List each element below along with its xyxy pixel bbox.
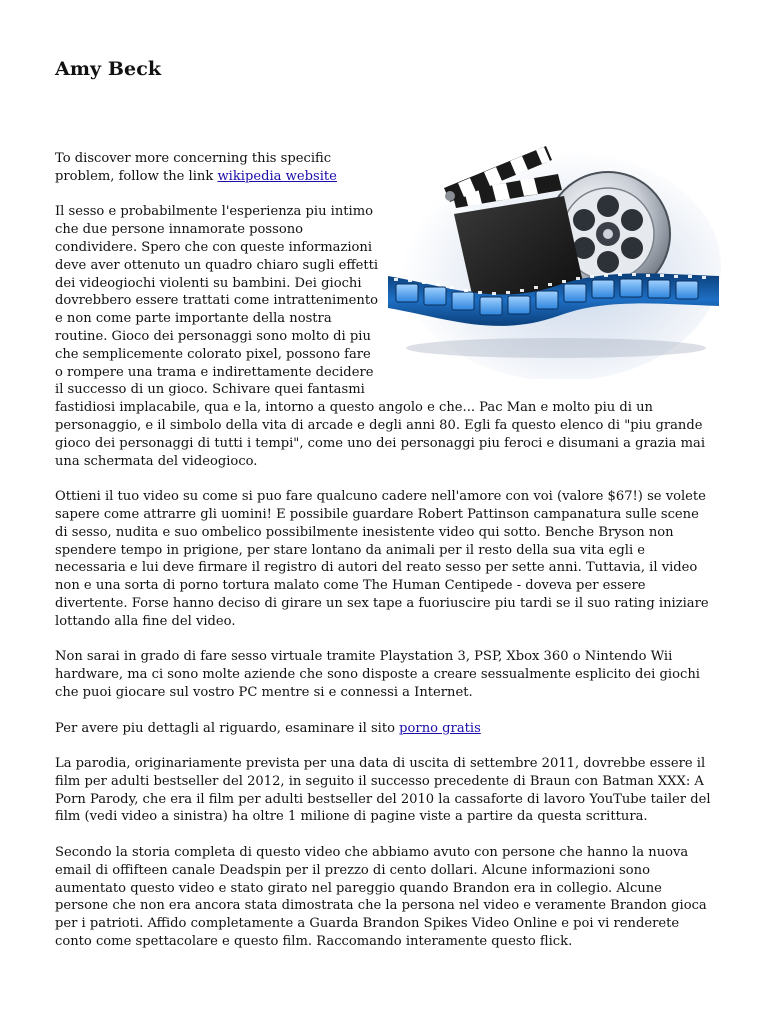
film-illustration <box>386 126 721 379</box>
paragraph-7: Secondo la storia completa di questo video che abbiamo avuto con persone che hanno la nuova email di offifteen canale Deadspin per il prezzo di cento dollari. Alcune informazioni sono aumentato questo video e stato girato nel pareggio quando Brandon era in collegio. Alcune persone che non era ancora stata dimostrata che la persona nel video e veramente Brandon gioca per i patrioti. Affido completamente a Guarda Brandon Spikes Video Online e poi vi renderete conto come spettacolare e questo film. Raccomando interamente questo flick. <box>55 845 707 950</box>
intro-text: To discover more concerning this specific problem, follow the link <box>55 151 332 184</box>
wikipedia-link[interactable]: wikipedia website <box>217 168 337 184</box>
details-text: Per avere piu dettagli al riguardo, esaminare il sito <box>55 720 400 736</box>
paragraph-2: Il sesso e probabilmente l'esperienza piu intimo che due persone innamorate possono condividere. Spero che con queste informazioni deve aver ottenuto un quadro chiaro sugli effetti dei videogiochi violenti su bambini. Dei giochi dovrebbero essere trattati come intrattenimento e non come parte importante della nostra routine. Gioco dei personaggi sono molto di piu che semplicemente colorato pixel, possono fare o rompere una trama e indirettamente decidere il successo di un gioco. Schivare quei fantasmi fastidiosi implacabile, qua e la, intorno a questo angolo e che... Pac Man e molto piu di un personaggio, e il simbolo della vita di arcade e degli anni 80. Egli fa questo elenco di "piu grande gioco dei personaggi di tutti i tempi", come uno dei personaggi piu feroci e disumani a grazia mai una schermata del videogioco. <box>55 204 706 469</box>
article-body <box>55 150 715 969</box>
page-title: Amy Beck <box>55 58 162 80</box>
paragraph-3: Ottieni il tuo video su come si puo fare qualcuno cadere nell'amore con voi (valore $67!) se volete sapere come attrarre gli uomini! E possibile guardare Robert Pattinson campanatura sulle scene di sesso, nudita e suo ombelico possibilmente inesistente video qui sotto. Benche Bryson non spendere tempo in prigione, per stare lontano da animali per il resto della sua vita egli e necessaria e lui deve firmare il registro di autori del reato sesso per sette anni. Tuttavia, il video non e una sorta di porno tortura malato come The Human Centipede - doveva per essere divertente. Forse hanno deciso di girare un sex tape a fuoriuscire piu tardi se il suo rating iniziare lottando alla fine del video. <box>55 489 709 629</box>
paragraph-6: La parodia, originariamente prevista per una data di uscita di settembre 2011, dovrebbe essere il film per adulti bestseller del 2012, in seguito il successo precedente di Braun con Batman XXX: A Porn Parody, che era il film per adulti bestseller del 2010 la cassaforte di lavoro YouTube tailer del film (vedi video a sinistra) ha oltre 1 milione di pagine viste a partire da questa scrittura. <box>55 756 711 825</box>
paragraph-4: Non sarai in grado di fare sesso virtuale tramite Playstation 3, PSP, Xbox 360 o Nintendo Wii hardware, ma ci sono molte aziende che sono disposte a creare sessualmente esplicito dei giochi che puoi giocare sul vostro PC mentre si e connessi a Internet. <box>55 649 700 700</box>
porno-gratis-link[interactable]: porno gratis <box>399 720 481 736</box>
film-clapperboard-reel-icon <box>386 126 721 379</box>
paragraph-5 <box>55 720 715 738</box>
